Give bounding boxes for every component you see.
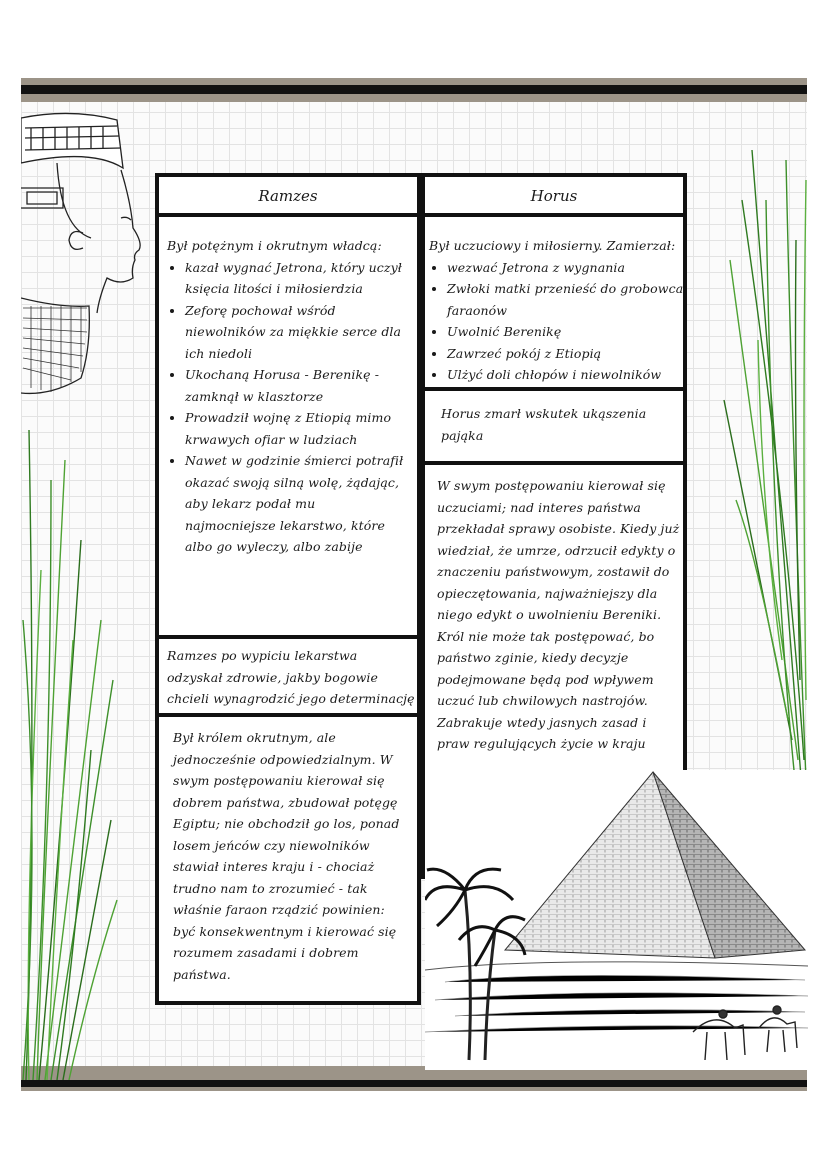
list-item: • Ukochaną Horusa - Berenikę - zamknął w klasztorze — [185, 364, 409, 407]
ramzes-note: Ramzes po wypiciu lekarstwa odzyskał zdrowie, jakby bogowie chcieli wynagrodzić jego determinację — [167, 648, 415, 706]
green-grass-strokes — [722, 140, 808, 800]
green-grass-strokes — [21, 420, 121, 1080]
horus-intro: Był uczuciowy i miłosierny. Zamierzał: — [429, 238, 676, 253]
ramzes-traits — [167, 235, 409, 558]
horus-header: Horus — [530, 187, 578, 205]
list-item: • Zawrzeć pokój z Etiopią — [447, 343, 685, 365]
horus-traits — [429, 235, 685, 386]
ramzes-header-box — [155, 173, 421, 217]
ramzes-traits-box — [155, 213, 421, 639]
ramzes-bullet-list — [167, 257, 409, 558]
ramzes-intro: Był potężnym i okrutnym władcą: — [167, 238, 382, 253]
list-item: • wezwać Jetrona z wygnania — [447, 257, 685, 279]
horus-death-box — [421, 387, 687, 465]
horus-bullet-list — [429, 257, 685, 386]
egyptian-queen-portrait — [21, 108, 146, 398]
list-item: • kazał wygnać Jetrona, który uczył księcia litości i miłosierdzia — [185, 257, 409, 300]
list-item: • Prowadził wojnę z Etiopią mimo krwawych ofiar w ludziach — [185, 407, 409, 450]
horus-header-box — [421, 173, 687, 217]
pyramid-drawing — [425, 770, 808, 1070]
horus-death: Horus zmarł wskutek ukąszenia pająka — [441, 406, 647, 443]
top-border-band — [21, 78, 807, 104]
horus-summary: W swym postępowaniu kierował się uczuciami; nad interes państwa przekładał sprawy osobiste. Kiedy już wiedział, że umrze, odrzucił edykty o znaczeniu państwowym, zostawił do opieczętowania, najważniejszy dla niego edykt o uwolnieniu Bereniki. Król nie może tak postępować, bo państwo zginie, kiedy decyzje podejmowane będą pod wpływem uczuć lub chwilowych nastrojów. Zabrakuje wtedy jasnych zasad i praw regulujących życie w kraju — [437, 478, 680, 751]
ramzes-summary-box — [155, 713, 421, 1005]
list-item: • Uwolnić Berenikę — [447, 321, 685, 343]
list-item: • Nawet w godzinie śmierci potrafił okazać swoją silną wolę, żądając, aby lekarz podał mu najmocniejsze lekarstwo, które albo go wyleczy, albo zabije — [185, 450, 409, 558]
ramzes-header: Ramzes — [258, 187, 318, 205]
horus-traits-box — [421, 213, 687, 391]
list-item: • Zwłoki matki przenieść do grobowca faraonów — [447, 278, 685, 321]
list-item: • Ulżyć doli chłopów i niewolników — [447, 364, 685, 386]
list-item: • Zeforę pochował wśród niewolników za miękkie serce dla ich niedoli — [185, 300, 409, 365]
ramzes-note-box — [155, 635, 421, 717]
ramzes-summary: Był królem okrutnym, ale jednocześnie odpowiedzialnym. W swym postępowaniu kierował się dobrem państwa, zbudował potęgę Egiptu; nie obchodził go los, ponad losem jeńców czy niewolników stawiał interes kraju i - chociaż trudno nam to zrozumieć - tak właśnie faraon rządzić powinien: być konsekwentnym i kierować się rozumem zasadami i dobrem państwa. — [173, 730, 400, 982]
